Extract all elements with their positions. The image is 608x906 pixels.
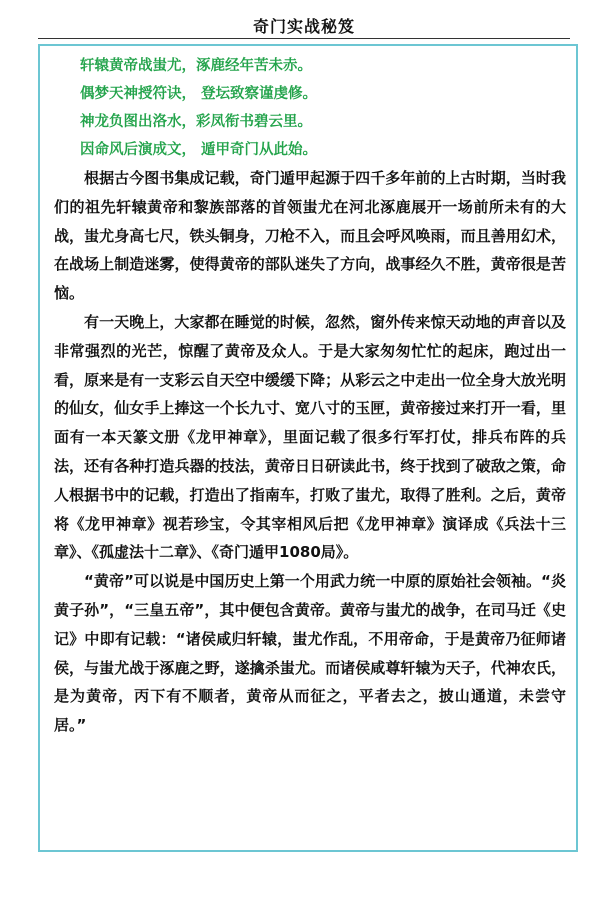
paragraph-history: “黄帝”可以说是中国历史上第一个用武力统一中原的原始社会领袖。“炎黄子孙”，“三皇五帝”，其中便包含黄帝。黄帝与蚩尤的战争，在司马迁《史记》中即有记载：“诸侯咸归轩辕，蚩尤作乱，不用帝命，于是黄帝乃征师诸侯，与蚩尤战于涿鹿之野，遂擒杀蚩尤。而诸侯咸尊轩辕为天子，代神农氏，是为黄帝，丙下有不顺者，黄帝从而征之，平者去之，披山通道，未尝守居。” — [54, 572, 566, 735]
paragraph-legend: 有一天晚上，大家都在睡觉的时候，忽然，窗外传来惊天动地的声音以及非常强烈的光芒，惊醒了黄帝及众人。于是大家匆匆忙忙的起床，跑过出一看，原来是有一支彩云自天空中缓缓下降；从彩云之中走出一位全身大放光明的仙女，仙女手上捧这一个长九寸、宽八寸的玉匣，黄帝接过来打开一看，里面有一本天篆文册《龙甲神章》，里面记载了很多行军打仗，排兵布阵的兵法，还有各种打造兵器的技法，黄帝日日研读此书，终于找到了破敌之策，命人根据书中的记载，打造出了指南车，打败了蚩尤，取得了胜利。之后，黄帝将《龙甲神章》视若珍宝，令其宰相风后把《龙甲神章》演译成《兵法十三章》、《孤虚法十二章》、《奇门遁甲1080局》。 — [54, 312, 566, 562]
poem-line: 因命风后演成文， 遁甲奇门从此始。 — [80, 142, 318, 158]
poem-line: 偶梦天神授符诀， 登坛致察谨虔修。 — [80, 86, 318, 102]
page-title: 奇门实战秘笈 — [252, 17, 355, 36]
poem-line: 神龙负图出洛水，彩凤衔书碧云里。 — [80, 114, 312, 130]
paragraph-origin: 根据古今图书集成记载，奇门遁甲起源于四千多年前的上古时期，当时我们的祖先轩辕黄帝和黎族部落的首领蚩尤在河北涿鹿展开一场前所未有的大战，蚩尤身高七尺，铁头铜身，刀枪不入，而且会呼风唤雨，而且善用幻术，在战场上制造迷雾，使得黄帝的部队迷失了方向，战事经久不胜，黄帝很是苦恼。 — [54, 169, 566, 303]
header-divider — [38, 38, 570, 39]
poem-line: 轩辕黄帝战蚩尤，涿鹿经年苦未赤。 — [80, 58, 312, 74]
content-frame — [38, 44, 578, 852]
poem-block — [54, 52, 566, 164]
